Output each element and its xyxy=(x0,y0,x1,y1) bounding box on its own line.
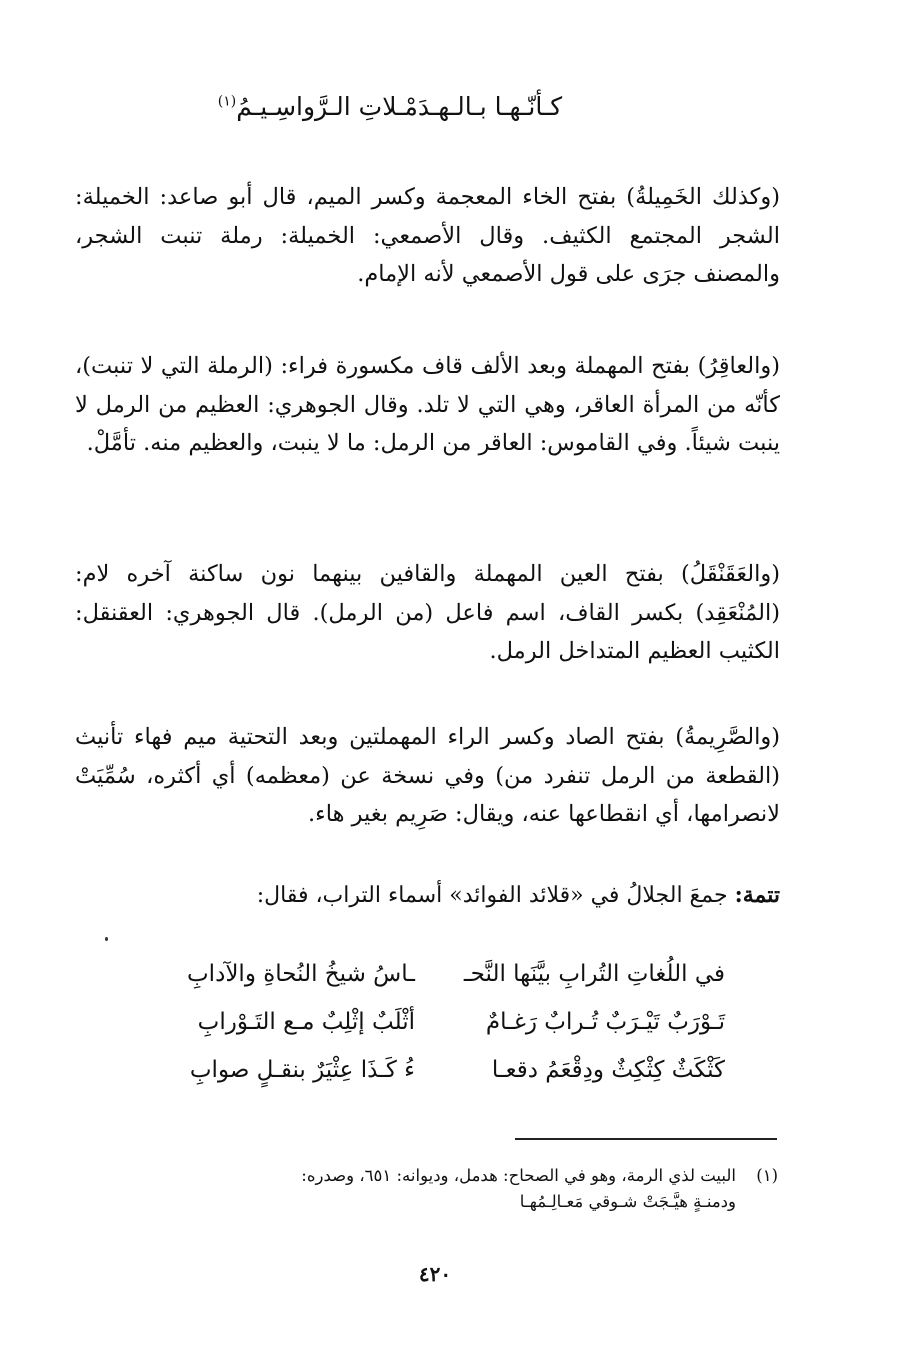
page-number: ٤٢٠ xyxy=(418,1262,452,1286)
footnote xyxy=(218,1163,778,1215)
paragraph-aqanqal: (والعَقَنْقَلُ) بفتح العين المهملة والقافين بينهما نون ساكنة آخره لام: (المُنْعَقِد) بكسر القاف، اسم فاعل (من الرمل). قال الجوهري: العقنقل: الكثيب العظيم المتداخل الرمل. xyxy=(75,561,780,664)
poem-verse xyxy=(125,950,725,998)
poem-hemistich-first: تَـوْرَبٌ تَيْـرَبٌ تُـرابٌ رَغـامٌ xyxy=(485,1009,725,1035)
paragraph-aqir: (والعاقِرُ) بفتح المهملة وبعد الألف قاف مكسورة فراء: (الرملة التي لا تنبت)، كأنّه من المرأة العاقر، وهي التي لا تلد. وقال الجوهري: العظيم من الرمل لا ينبت شيئاً. وفي القاموس: العاقر من الرمل: ما لا ينبت، والعظيم منه. تأمَّلْ. xyxy=(75,353,780,456)
poem-hemistich-first: كَثْكَثٌ كِثْكِثٌ ودِقْعَمُ دقعـا xyxy=(491,1057,725,1083)
footnote-separator xyxy=(515,1138,777,1140)
paragraph-khamila: (وكذلك الخَمِيلةُ) بفتح الخاء المعجمة وكسر الميم، قال أبو صاعد: الخميلة: الشجر المجتمع الكثيف. وقال الأصمعي: الخميلة: رملة تنبت الشجر، والمصنف جرَى على قول الأصمعي لأنه الإمام. xyxy=(75,184,780,287)
header-verse-text: كـأنّـهـا بـالـهـدَمْـلاتِ الـرَّواسِـيـمُ xyxy=(236,92,563,121)
poem-verse xyxy=(125,998,725,1046)
header-verse xyxy=(150,92,630,121)
poem-verse xyxy=(125,1046,725,1094)
footnote-text: البيت لذي الرمة، وهو في الصحاح: هدمل، وديوانه: ٦٥١، وصدره: xyxy=(301,1166,736,1185)
footnote-line xyxy=(218,1163,778,1189)
footnote-verse: ودمنـةٍ هيَّـجَتْ شـوقي مَعـالِـمُهـا xyxy=(519,1192,736,1211)
poem xyxy=(125,950,725,1094)
tatimma-line xyxy=(257,882,780,908)
footnote-reference[interactable]: (١) xyxy=(217,93,237,110)
poem-hemistich-first: في اللُغاتِ التُرابِ بيَّنَها النَّحـ xyxy=(463,961,725,987)
footnote-number: (١) xyxy=(756,1166,778,1185)
tatimma-text: جمعَ الجلالُ في «قلائد الفوائد» أسماء التراب، فقال: xyxy=(256,883,728,908)
poem-hemistich-second: ـاسُ شيخُ النُحاةِ والآدابِ xyxy=(187,961,415,987)
poem-hemistich-second: أثْلَبٌ إثْلِبٌ مـع التَـوْرابِ xyxy=(197,1009,415,1035)
poem-hemistich-second: ءُ كَـذَا عِثْيَرٌ بنقـلٍ صوابِ xyxy=(189,1057,415,1083)
paragraph-sarima: (والصَّرِيمةُ) بفتح الصاد وكسر الراء المهملتين وبعد التحتية ميم فهاء تأنيث (القطعة من الرمل تنفرد من) وفي نسخة عن (معظمه) أي أكثره، سُمِّيَتْ لانصرامها، أي انقطاعها عنه، ويقال: صَرِيم بغير هاء. xyxy=(75,724,780,827)
print-speck xyxy=(105,937,108,941)
tatimma-label: تتمة: xyxy=(734,882,780,908)
